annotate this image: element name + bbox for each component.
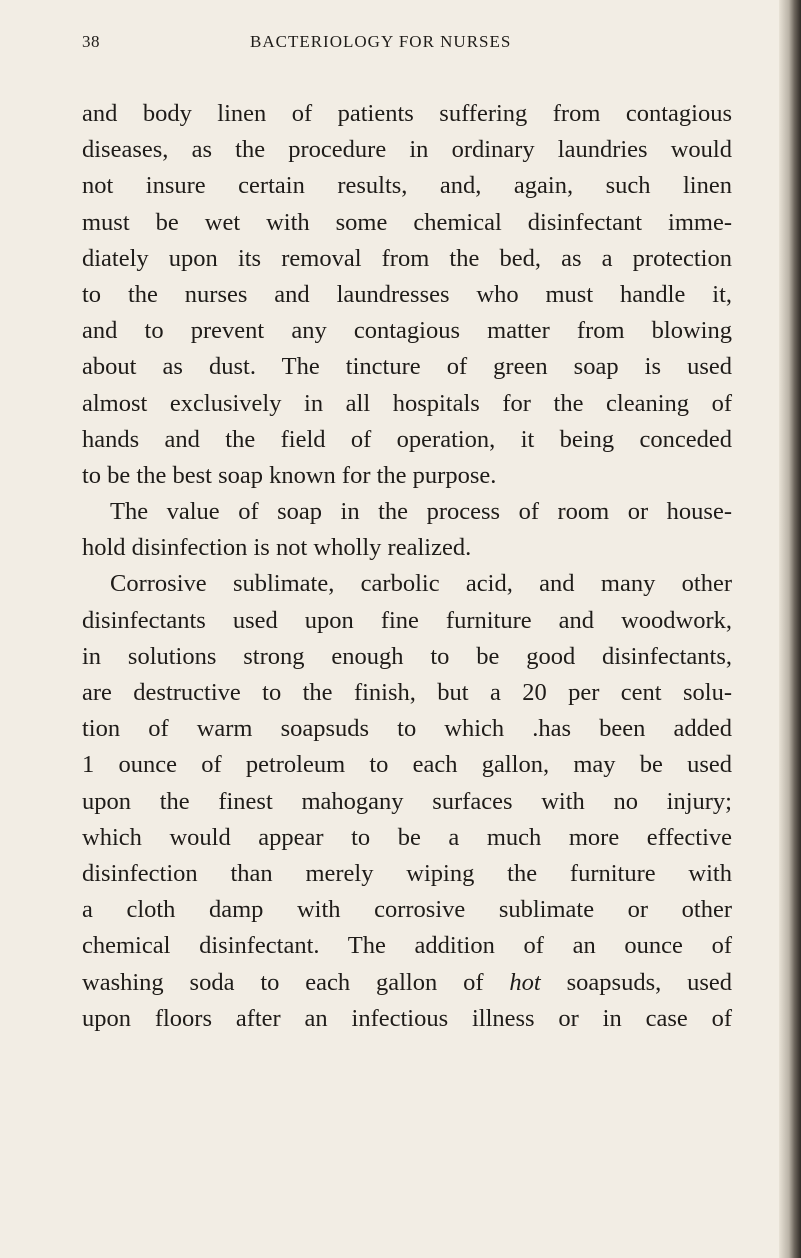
text-line: in solutions strong enough to be good disinfectants, — [82, 642, 732, 670]
text-line: are destructive to the finish, but a 20 per cent solu- — [82, 679, 732, 706]
text-line: almost exclusively in all hospitals for the cleaning of — [82, 389, 732, 417]
text-line-with-italic — [82, 965, 732, 1001]
text-line: about as dust. The tincture of green soap is used — [82, 353, 732, 381]
text-line: disinfectants used upon fine furniture and woodwork, — [82, 606, 732, 634]
text-line: which would appear to be a much more effective — [82, 823, 732, 851]
text-line: upon the finest mahogany surfaces with no injury; — [82, 787, 732, 815]
text-run: soapsuds, used — [566, 968, 733, 996]
text-line: 1 ounce of petroleum to each gallon, may be used — [82, 751, 732, 779]
page-header — [82, 32, 732, 62]
text-line: and body linen of patients suffering from contagious — [82, 100, 732, 127]
text-line: to the nurses and laundresses who must handle it, — [82, 280, 732, 308]
text-line: to be the best soap known for the purpose. — [82, 461, 497, 489]
text-line: upon floors after an infectious illness or in case of — [82, 1004, 732, 1032]
text-line: diseases, as the procedure in ordinary laundries would — [82, 136, 732, 164]
text-run: washing soda to each gallon of — [82, 968, 484, 996]
text-line: chemical disinfectant. The addition of an ounce of — [82, 932, 732, 960]
text-line: and to prevent any contagious matter from blowing — [82, 317, 732, 345]
text-line: diately upon its removal from the bed, as a protection — [82, 244, 732, 272]
page-number: 38 — [82, 32, 100, 51]
text-line: tion of warm soapsuds to which .has been added — [82, 715, 732, 743]
text-line: disinfection than merely wiping the furniture with — [82, 859, 732, 887]
running-head: BACTERIOLOGY FOR NURSES — [250, 32, 512, 51]
italic-word: hot — [509, 968, 541, 996]
text-line: Corrosive sublimate, carbolic acid, and many other — [110, 570, 732, 598]
text-line: must be wet with some chemical disinfectant imme- — [82, 208, 732, 236]
text-line: a cloth damp with corrosive sublimate or other — [82, 896, 732, 924]
body-text — [82, 96, 732, 1037]
page-edge-shadow — [779, 0, 801, 1258]
text-line: The value of soap in the process of room or house- — [110, 498, 732, 526]
text-line: not insure certain results, and, again, such linen — [82, 172, 732, 200]
text-line: hold disinfection is not wholly realized. — [82, 534, 472, 562]
text-line: hands and the field of operation, it being conceded — [82, 425, 732, 453]
